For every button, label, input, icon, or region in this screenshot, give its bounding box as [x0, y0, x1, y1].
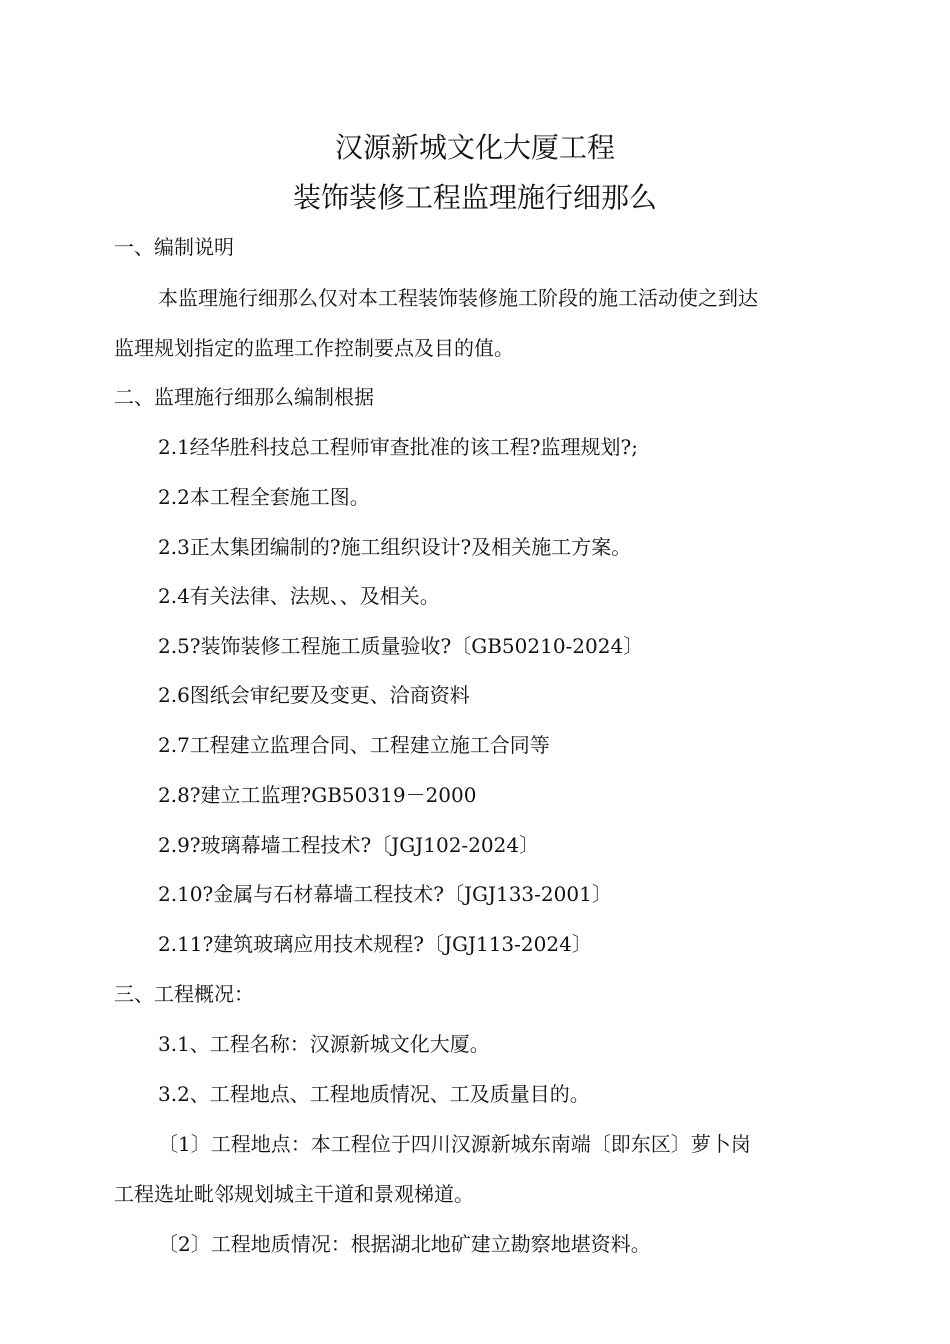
document-title-line-2: 装饰装修工程监理施行细那么: [292, 181, 657, 214]
section-2-item: 2.6图纸会审纪要及变更、洽商资料: [158, 683, 470, 707]
section-2-item: 2.7工程建立监理合同、工程建立施工合同等: [158, 733, 550, 757]
section-1-paragraph-line-1: 本监理施行细那么仅对本工程装饰装修施工阶段的施工活动使之到达: [158, 286, 758, 310]
section-1-paragraph-line-2: 监理规划指定的监理工作控制要点及目的值。: [114, 336, 514, 360]
section-2-item: 2.1经华胜科技总工程师审查批准的该工程?监理规划?;: [158, 435, 638, 459]
section-2-item: 2.11?建筑玻璃应用技术规程?〔JGJ113-2024〕: [158, 932, 592, 956]
section-2-item: 2.3正太集团编制的?施工组织设计?及相关施工方案。: [158, 535, 632, 559]
section-2-item: 2.10?金属与石材幕墙工程技术?〔JGJ133-2001〕: [158, 882, 612, 906]
section-3-subitem-line: 〔1〕工程地点：本工程位于四川汉源新城东南端〔即东区〕萝卜岗: [158, 1132, 751, 1156]
document-title-line-1: 汉源新城文化大厦工程: [334, 131, 615, 164]
section-2-item: 2.4有关法律、法规、、及相关。: [158, 584, 440, 608]
section-3-heading: 三、工程概况：: [114, 982, 254, 1006]
section-2-item: 2.8?建立工监理?GB50319－2000: [158, 783, 477, 807]
section-3-subitem-line: 工程选址毗邻规划城主干道和景观梯道。: [114, 1182, 474, 1206]
section-2-heading: 二、监理施行细那么编制根据: [114, 385, 374, 409]
section-2-item: 2.9?玻璃幕墙工程技术?〔JGJ102-2024〕: [158, 833, 540, 857]
section-3-item: 3.2、工程地点、工程地质情况、工及质量目的。: [158, 1082, 590, 1106]
section-2-item: 2.2本工程全套施工图。: [158, 485, 370, 509]
section-3-item: 3.1、工程名称：汉源新城文化大厦。: [158, 1032, 490, 1056]
section-2-item: 2.5?装饰装修工程施工质量验收?〔GB50210-2024〕: [158, 634, 644, 658]
section-1-heading: 一、编制说明: [114, 235, 234, 259]
section-3-subitem-line: 〔2〕工程地质情况：根据湖北地矿建立勘察地堪资料。: [158, 1232, 651, 1256]
